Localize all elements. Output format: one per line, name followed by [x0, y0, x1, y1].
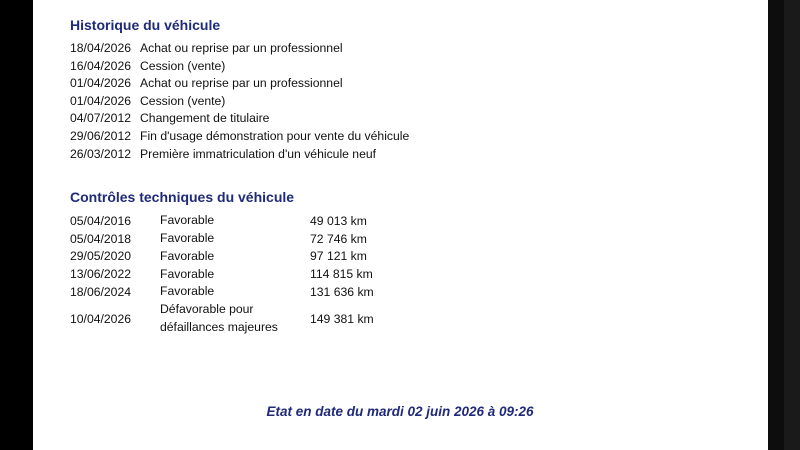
- history-row: [70, 41, 409, 59]
- technical-inspections-table: [70, 212, 374, 337]
- inspection-date: 05/04/2016: [70, 213, 131, 228]
- inspection-row: [70, 248, 374, 266]
- history-event: Fin d'usage démonstration pour vente du véhicule: [140, 128, 410, 143]
- history-date: 29/06/2012: [70, 128, 131, 143]
- history-row: [70, 111, 409, 129]
- inspection-date: 05/04/2018: [70, 231, 131, 246]
- inspection-result: Favorable: [160, 266, 215, 281]
- inspection-row: [70, 230, 374, 248]
- history-event: Changement de titulaire: [140, 111, 270, 126]
- history-event: Première immatriculation d'un véhicule neuf: [140, 146, 377, 161]
- inspection-result-line2: défaillances majeures: [160, 319, 278, 334]
- inspection-result: Favorable: [160, 230, 215, 245]
- history-event: Cession (vente): [140, 93, 226, 108]
- inspection-row: [70, 283, 374, 301]
- inspection-mileage: 131 636 km: [310, 285, 374, 300]
- inspection-date: 29/05/2020: [70, 249, 131, 264]
- history-date: 16/04/2026: [70, 58, 131, 73]
- history-row: [70, 129, 409, 147]
- inspection-row: [70, 301, 374, 337]
- inspection-result: [160, 301, 310, 336]
- history-row: [70, 59, 409, 77]
- inspection-date: 10/04/2026: [70, 311, 131, 326]
- history-event: Achat ou reprise par un professionnel: [140, 76, 343, 91]
- inspection-result-line1: Défavorable pour: [160, 302, 254, 317]
- vehicle-history-title: Historique du véhicule: [70, 17, 221, 33]
- history-row: [70, 147, 409, 165]
- right-dark-border: [768, 0, 784, 450]
- inspection-date: 13/06/2022: [70, 267, 131, 282]
- inspection-mileage: 149 381 km: [310, 311, 374, 326]
- vehicle-history-list: [70, 41, 409, 164]
- inspection-mileage: 49 013 km: [310, 213, 367, 228]
- inspection-result: Favorable: [160, 213, 215, 228]
- inspection-row: [70, 265, 374, 283]
- status-date-footer: Etat en date du mardi 02 juin 2026 à 09:26: [266, 404, 534, 419]
- right-dark-border-outer: [784, 0, 800, 450]
- history-row: [70, 76, 409, 94]
- inspection-mileage: 72 746 km: [310, 231, 367, 246]
- technical-inspections-title: Contrôles techniques du véhicule: [70, 189, 295, 205]
- history-date: 04/07/2012: [70, 111, 131, 126]
- history-date: 26/03/2012: [70, 146, 131, 161]
- inspection-mileage: 97 121 km: [310, 249, 367, 264]
- history-event: Achat ou reprise par un professionnel: [140, 41, 343, 55]
- history-date: 01/04/2026: [70, 76, 131, 91]
- history-event: Cession (vente): [140, 58, 226, 73]
- inspection-result: Favorable: [160, 248, 215, 263]
- history-row: [70, 94, 409, 112]
- inspection-mileage: 114 815 km: [310, 267, 373, 282]
- inspection-row: [70, 212, 374, 230]
- inspection-result: Favorable: [160, 284, 215, 299]
- left-dark-border: [0, 0, 33, 450]
- inspection-date: 18/06/2024: [70, 285, 131, 300]
- history-date: 01/04/2026: [70, 93, 131, 108]
- history-date: 18/04/2026: [70, 41, 131, 55]
